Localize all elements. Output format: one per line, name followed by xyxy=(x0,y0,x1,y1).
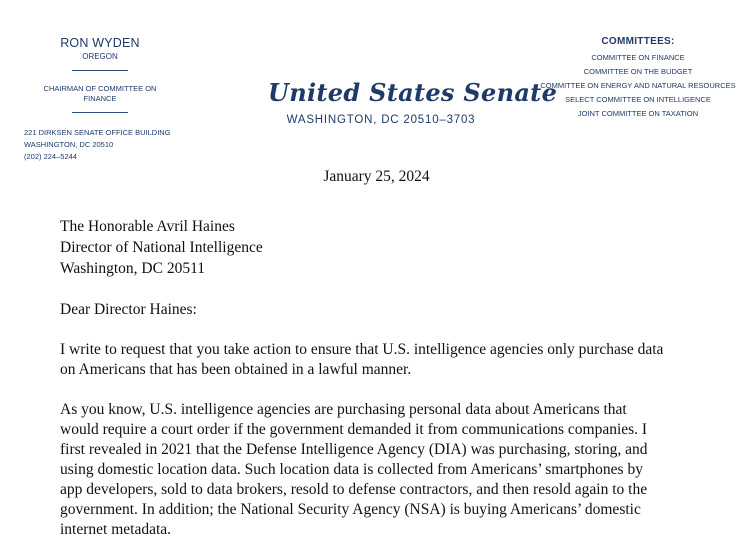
chairman-title-line2: FINANCE xyxy=(83,94,117,103)
office-phone: (202) 224–5244 xyxy=(24,152,77,161)
committees-heading: COMMITTEES: xyxy=(601,36,675,47)
paragraph-line: would require a court order if the government demanded it from communications companies. I xyxy=(60,421,648,438)
salutation: Dear Director Haines: xyxy=(60,301,197,318)
senator-state: OREGON xyxy=(82,52,118,61)
chairman-title-line1: CHAIRMAN OF COMMITTEE ON xyxy=(43,84,157,93)
paragraph-line: on Americans that has been obtained in a lawful manner. xyxy=(60,361,412,378)
paragraph-line: government. In addition; the National Security Agency (NSA) is buying Americans’ domestic xyxy=(60,501,641,518)
paragraph-line: I write to request that you take action to ensure that U.S. intelligence agencies only purchase data xyxy=(60,341,664,358)
paragraph-line: internet metadata. xyxy=(60,521,172,538)
office-address-line: WASHINGTON, DC 20510 xyxy=(24,140,114,149)
senate-city: WASHINGTON, DC 20510–3703 xyxy=(286,114,476,126)
paragraph-line: app developers, sold to data brokers, resold to defense contractors, and then resold again to the xyxy=(60,481,648,498)
senate-title: United States Senate xyxy=(268,78,558,107)
committee-item: SELECT COMMITTEE ON INTELLIGENCE xyxy=(565,95,711,104)
recipient-line: Director of National Intelligence xyxy=(60,239,263,256)
divider xyxy=(72,112,128,113)
paragraph-line: using domestic location data. Such location data is collected from Americans’ smartphones by xyxy=(60,461,643,478)
senator-name: RON WYDEN xyxy=(60,36,140,50)
recipient-line: The Honorable Avril Haines xyxy=(60,218,235,235)
office-address-line: 221 DIRKSEN SENATE OFFICE BUILDING xyxy=(24,128,171,137)
letter-date: January 25, 2024 xyxy=(323,168,430,185)
committee-item: COMMITTEE ON THE BUDGET xyxy=(583,67,693,76)
committee-item: COMMITTEE ON ENERGY AND NATURAL RESOURCES xyxy=(540,81,736,90)
divider xyxy=(72,70,128,71)
paragraph-line: first revealed in 2021 that the Defense Intelligence Agency (DIA) was purchasing, storing, and xyxy=(60,441,648,458)
paragraph-line: As you know, U.S. intelligence agencies are purchasing personal data about Americans that xyxy=(60,401,627,418)
recipient-line: Washington, DC 20511 xyxy=(60,260,205,277)
committee-item: COMMITTEE ON FINANCE xyxy=(591,53,685,62)
committee-item: JOINT COMMITTEE ON TAXATION xyxy=(577,109,699,118)
